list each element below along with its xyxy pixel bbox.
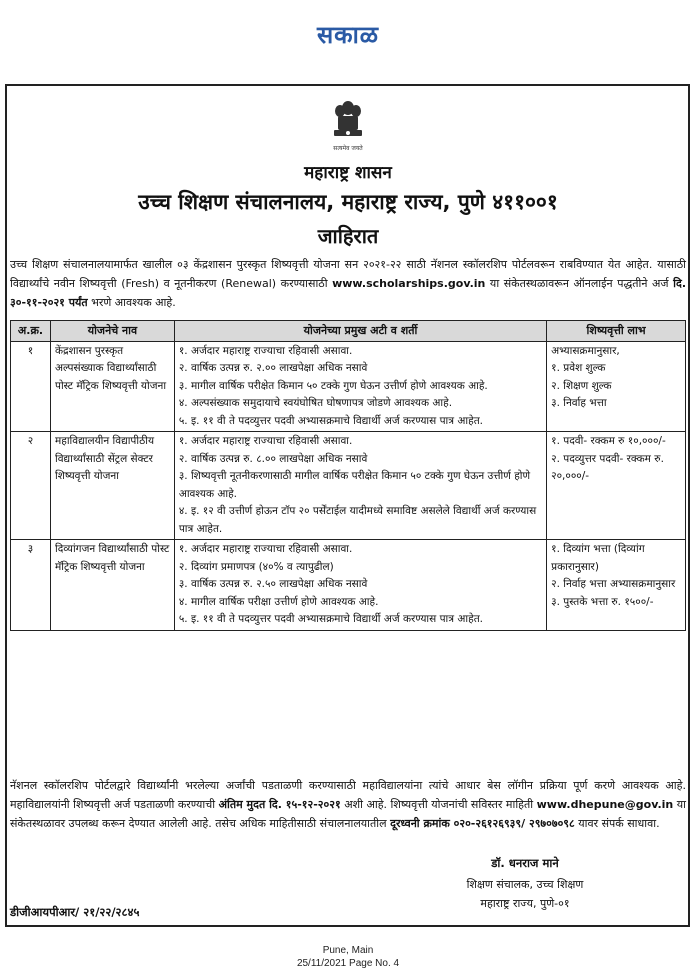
intro-paragraph: उच्च शिक्षण संचालनालयामार्फत खालील ०३ केंद्रशासन पुरस्कृत शिष्यवृत्ती योजना सन २०२१-२२ साठी नॅशनल स्कॉलरशिप पोर्टलवरून राबविण्यात येत आहेत. यासाठी विद्यार्थ्यांचे नवीन शिष्यवृत्ती (Fresh) व नूतनीकरण (Renewal) करण्यासाठी www.scholarships.gov.in या संकेतस्थळावरून ऑनलाईन पद्धतीने अर्ज दि. ३०-११-२०२१ पर्यंत भरणे आवश्यक आहे. [10, 258, 686, 309]
government-title: महाराष्ट्र शासन [304, 163, 392, 183]
newspaper-masthead: सकाळ [316, 20, 380, 49]
row-conditions: १. अर्जदार महाराष्ट्र राज्याचा रहिवासी असावा. २. वार्षिक उत्पन्न रु. २.०० लाखपेक्षा अधिक नसावे ३. मागील वार्षिक परीक्षेत किमान ५० टक्के गुण घेऊन उत्तीर्ण होणे आवश्यक आहे. ४. अल्पसंख्याक समुदायाचे स्वयंघोषित घोषणापत्र जोडणे आवश्यक आहे. ५. इ. ११ वी ते पदव्युत्तर पदवी अभ्यासक्रमाचे विद्यार्थी अर्ज करण्यास पात्र आहेत. [174, 341, 546, 432]
table-row [11, 432, 686, 540]
advertisement-title: जाहिरात [317, 224, 379, 248]
state-emblem-icon [318, 92, 378, 152]
page-footer [0, 944, 696, 970]
row-scheme-name: केंद्रशासन पुरस्कृत अल्पसंख्याक विद्यार्थ्यांसाठी पोस्ट मॅट्रिक शिष्यवृत्ती योजना [50, 341, 174, 432]
row-scheme-name: दिव्यांगजन विद्यार्थ्यांसाठी पोस्ट मॅट्रिक शिष्यवृत्ती योजना [50, 540, 174, 631]
contact-phone: दूरध्वनी क्रमांक ०२०-२६१२६९३९/ २९७०७०९८ [390, 817, 575, 830]
table-row [11, 341, 686, 432]
header-conditions: योजनेच्या प्रमुख अटी व शर्ती [174, 321, 546, 342]
row-conditions: १. अर्जदार महाराष्ट्र राज्याचा रहिवासी असावा. २. वार्षिक उत्पन्न रु. ८.०० लाखपेक्षा अधिक नसावे ३. शिष्यवृत्ती नूतनीकरणासाठी मागील वार्षिक परीक्षेत किमान ५० टक्के गुण घेऊन उत्तीर्ण होणे आवश्यक आहे. ४. इ. १२ वी उत्तीर्ण होऊन टॉप २० पर्सेंटाईल यादीमध्ये समाविष्ट असलेले विद्यार्थी अर्ज करण्यास पात्र आहेत. [174, 432, 546, 540]
row-benefits: १. पदवी- रक्कम रु १०,०००/- २. पदव्युत्तर पदवी- रक्कम रु. २०,०००/- [547, 432, 686, 540]
verification-deadline: अंतिम मुदत दि. १५-१२-२०२१ [218, 798, 341, 811]
row-benefits: १. दिव्यांग भत्ता (दिव्यांग प्रकारानुसार) २. निर्वाह भत्ता अभ्यासक्रमानुसार ३. पुस्तके भत्ता रु. १५००/- [547, 540, 686, 631]
reference-number: डीजीआयपीआर/ २१/२२/२८४५ [10, 905, 140, 919]
department-title: उच्च शिक्षण संचालनालय, महाराष्ट्र राज्य, पुणे ४११००१ [138, 190, 558, 214]
row-sr-no: १ [11, 341, 51, 432]
table-row [11, 540, 686, 631]
scholarship-portal-url: www.scholarships.gov.in [332, 277, 486, 290]
signatory-designation: शिक्षण संचालक, उच्च शिक्षण [466, 878, 584, 891]
signatory-name: डॉ. धनराज माने [491, 856, 559, 870]
row-conditions: १. अर्जदार महाराष्ट्र राज्याचा रहिवासी असावा. २. दिव्यांग प्रमाणपत्र (४०% व त्यापुढील) ३. वार्षिक उत्पन्न रु. २.५० लाखपेक्षा अधिक नसावे ४. मागील वार्षिक परीक्षा उत्तीर्ण होणे आवश्यक आहे. ५. इ. ११ वी ते पदव्युत्तर पदवी अभ्यासक्रमाचे विद्यार्थी अर्ज करण्यास पात्र आहेत. [174, 540, 546, 631]
row-sr-no: २ [11, 432, 51, 540]
emblem-motto: सत्यमेव जयते [333, 145, 363, 152]
header-scheme-name: योजनेचे नाव [50, 321, 174, 342]
date-page-label: 25/11/2021 Page No. 4 [296, 958, 400, 969]
signatory-details [420, 875, 630, 913]
edition-label: Pune, Main [322, 945, 374, 956]
application-deadline: दि. ३०-११-२०२१ पर्यंत [10, 277, 686, 309]
row-benefits: अभ्यासक्रमानुसार, १. प्रवेश शुल्क २. शिक्षण शुल्क ३. निर्वाह भत्ता [547, 341, 686, 432]
table-header-row [11, 321, 686, 342]
row-scheme-name: महाविद्यालयीन विद्यापीठीय विद्यार्थ्यांसाठी सेंट्रल सेक्टर शिष्यवृत्ती योजना [50, 432, 174, 540]
header-benefits: शिष्यवृत्ती लाभ [547, 321, 686, 342]
info-website: www.dhepune@gov.in [536, 798, 674, 811]
scheme-table [10, 320, 686, 631]
row-sr-no: ३ [11, 540, 51, 631]
signatory-address: महाराष्ट्र राज्य, पुणे-०१ [480, 897, 570, 910]
header-sr-no: अ.क्र. [11, 321, 51, 342]
footer-paragraph: नॅशनल स्कॉलरशिप पोर्टलद्वारे विद्यार्थ्यांनी भरलेल्या अर्जांची पडताळणी करण्यासाठी महाविद्यालयांना त्यांचे आधार बेस लॉगीन प्रक्रिया पूर्ण करणे आवश्यक आहे. महाविद्यालयांनी शिष्यवृत्ती अर्ज पडताळणी करण्याची अंतिम मुदत दि. १५-१२-२०२१ अशी आहे. शिष्यवृत्ती योजनांची सविस्तर माहिती www.dhepune@gov.in या संकेतस्थळावर उपलब्ध करून देण्यात आलेली आहे. तसेच अधिक माहितीसाठी संचालनालयातील दूरध्वनी क्रमांक ०२०-२६१२६९३९/ २९७०७०९८ यावर संपर्क साधावा. [10, 779, 686, 830]
